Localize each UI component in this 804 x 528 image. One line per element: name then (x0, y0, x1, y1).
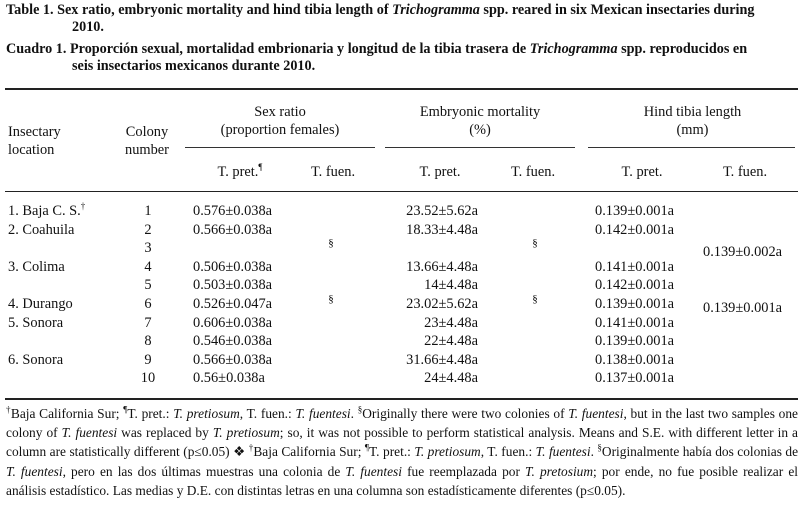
cell-tib-pret: 0.139±0.001a (595, 296, 675, 312)
tib-subrule (588, 147, 795, 148)
header-tibia: Hind tibia length (mm) (643, 104, 742, 138)
cell-tib-pret: 0.138±0.001a (595, 352, 675, 368)
cell-sex-pret: 0.566±0.038a (193, 222, 273, 238)
sex-fuen-mark-b: § (328, 293, 334, 305)
cell-sex-pret: 0.576±0.038a (193, 203, 273, 219)
sub-emb-fuen: T. fuen. (510, 164, 556, 180)
cell-colony: 9 (144, 352, 152, 368)
cell-tib-pret: 0.137±0.001a (595, 370, 675, 386)
cell-sex-pret: 0.566±0.038a (193, 352, 273, 368)
cell-sex-pret: 0.506±0.038a (193, 259, 273, 275)
sex-subrule (185, 147, 375, 148)
emb-fuen-mark-b: § (532, 293, 538, 305)
cell-colony: 10 (140, 370, 156, 386)
footnote: †Baja California Sur; ¶T. pret.: T. pretiosum, T. fuen.: T. fuentesi. §Originally there were two colonies of T. fuentesi, but in the last two samples one colony of T. fuentesi was replaced by T. pretiosum; so, it was not possible to perform statistical analysis. Means and S.E. with different letter in a column are statistically different (p≤0.05) ❖ †Baja California Sur; ¶T. pret.: T. pretiosum, T. fuen.: T. fuentesi. §Originalmente había dos colonias de T. fuentesi, pero en las dos últimas muestras una colonia de T. fuentesi fue reemplazada por T. pretosium; por ende, no fue posible realizar el análisis estadístico. Las medias y D.E. con distintas letras en una columna son estadísticamente diferentes (p≤0.05). (6, 404, 799, 498)
sub-sex-pret: T. pret.¶ (217, 162, 263, 180)
table-bottom-rule (5, 398, 798, 400)
cell-colony: 4 (144, 259, 152, 275)
cell-emb-pret: 23±4.48a (424, 315, 478, 331)
cell-colony: 8 (144, 333, 152, 349)
cell-sex-pret: 0.546±0.038a (193, 333, 273, 349)
caption-es: Cuadro 1. Proporción sexual, mortalidad embrionaria y longitud de la tibia trasera de Trichogramma spp. reproducidos en (6, 41, 748, 57)
cell-emb-pret: 23.52±5.62a (406, 203, 478, 219)
cell-emb-pret: 22±4.48a (424, 333, 478, 349)
tib-fuen-value-b: 0.139±0.001a (703, 300, 783, 316)
emb-fuen-mark-a: § (532, 237, 538, 249)
cell-tib-pret: 0.139±0.001a (595, 333, 675, 349)
cell-location: 5. Sonora (8, 315, 64, 331)
cell-location: 3. Colima (8, 259, 65, 275)
sub-emb-pret: T. pret. (419, 164, 461, 180)
sub-tib-fuen: T. fuen. (722, 164, 768, 180)
cell-tib-pret: 0.139±0.001a (595, 203, 675, 219)
header-location: Insectary location (8, 124, 61, 158)
cell-tib-pret: 0.141±0.001a (595, 259, 675, 275)
cell-location: 1. Baja C. S.† (8, 201, 86, 219)
cell-tib-pret: 0.142±0.001a (595, 277, 675, 293)
header-embryonic: Embryonic mortality (%) (419, 104, 541, 138)
cell-colony: 3 (144, 240, 152, 256)
sub-sex-fuen: T. fuen. (310, 164, 356, 180)
cell-colony: 5 (144, 277, 152, 293)
cell-emb-pret: 31.66±4.48a (406, 352, 478, 368)
cell-emb-pret: 23.02±5.62a (406, 296, 478, 312)
tib-fuen-value-a: 0.139±0.002a (703, 244, 783, 260)
cell-sex-pret: 0.526±0.047a (193, 296, 273, 312)
cell-colony: 6 (144, 296, 152, 312)
cell-location: 2. Coahuila (8, 222, 75, 238)
sex-fuen-mark-a: § (328, 237, 334, 249)
cell-sex-pret: 0.56±0.038a (193, 370, 265, 386)
caption-en-line2: 2010. (72, 19, 104, 35)
cell-colony: 7 (144, 315, 152, 331)
cell-tib-pret: 0.141±0.001a (595, 315, 675, 331)
cell-tib-pret: 0.142±0.001a (595, 222, 675, 238)
sub-tib-pret: T. pret. (621, 164, 663, 180)
cell-emb-pret: 24±4.48a (424, 370, 478, 386)
caption-en: Table 1. Sex ratio, embryonic mortality and hind tibia length of Trichogramma spp. reared in six Mexican insectaries during (6, 2, 755, 18)
header-bottom-rule (5, 191, 798, 192)
header-sex-ratio: Sex ratio (proportion females) (220, 104, 340, 138)
cell-emb-pret: 13.66±4.48a (406, 259, 478, 275)
caption-es-line2: seis insectarios mexicanos durante 2010. (72, 58, 316, 74)
cell-location: 6. Sonora (8, 352, 64, 368)
cell-colony: 2 (144, 222, 152, 238)
emb-subrule (385, 147, 575, 148)
cell-colony: 1 (144, 203, 152, 219)
cell-emb-pret: 18.33±4.48a (406, 222, 478, 238)
cell-location: 4. Durango (8, 296, 73, 312)
table-top-rule (5, 88, 798, 90)
cell-sex-pret: 0.606±0.038a (193, 315, 273, 331)
cell-emb-pret: 14±4.48a (424, 277, 478, 293)
header-colony: Colony number (125, 124, 169, 158)
cell-sex-pret: 0.503±0.038a (193, 277, 273, 293)
